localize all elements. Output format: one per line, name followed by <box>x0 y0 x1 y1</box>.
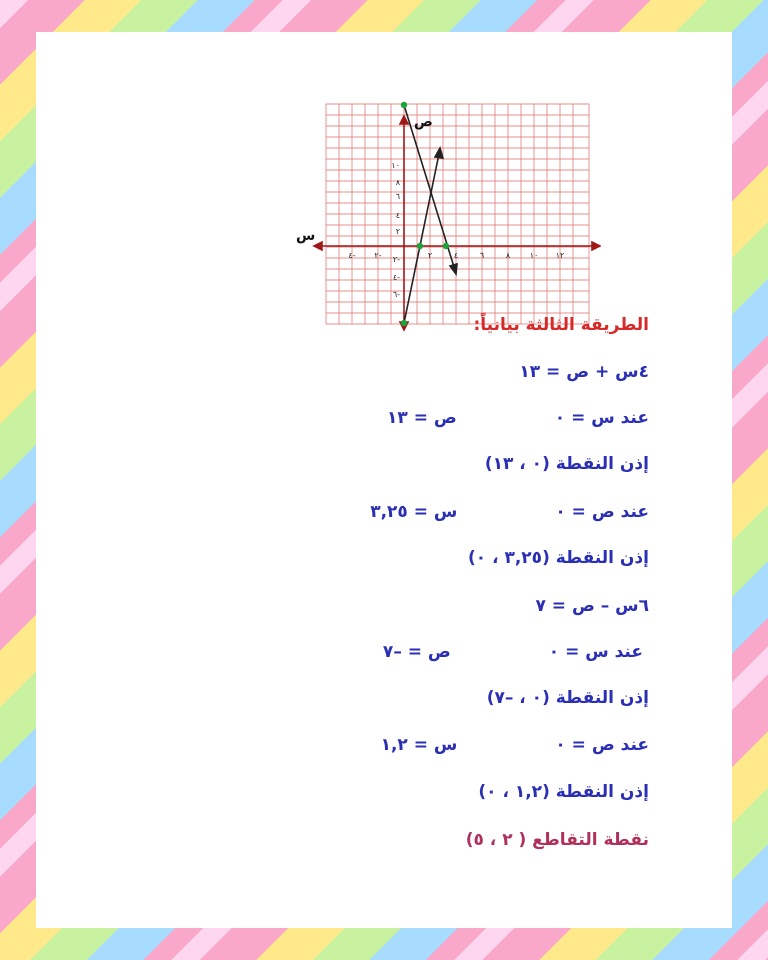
y-axis-label: ص <box>414 114 433 130</box>
y-tick-label: ٤- <box>392 273 400 282</box>
step-x-zero-eq2 <box>383 642 643 662</box>
point-result-3: إذن النقطة (٠ ، –٧) <box>486 688 649 708</box>
grid <box>326 104 589 324</box>
y-tick-label: ٤ <box>395 211 400 220</box>
x-tick-label: ٤- <box>348 251 356 260</box>
equation-2: ٦س – ص = ٧ <box>535 596 649 616</box>
x-tick-label: ٢ <box>427 251 433 260</box>
y-tick-label: ٦- <box>392 290 400 299</box>
y-tick-label: ٦ <box>395 192 400 201</box>
x-tick-label: ٢- <box>374 251 382 260</box>
condition: عند ص = ٠ <box>555 502 649 522</box>
y-tick-label: ٨ <box>395 178 400 187</box>
section-title: الطريقة الثالثة بيانياً: <box>473 315 649 335</box>
step-y-zero-eq1 <box>370 502 649 522</box>
y-tick-label: ١٠ <box>391 161 400 170</box>
condition: عند س = ٠ <box>548 642 643 662</box>
x-tick-label: ١٢ <box>555 251 565 260</box>
result: ص = ١٣ <box>387 408 457 428</box>
point-0-13 <box>401 102 407 108</box>
content-card <box>36 32 732 928</box>
point-result-4: إذن النقطة (١,٢ ، ٠) <box>478 782 649 802</box>
y-axis-arrow-up <box>400 116 408 124</box>
x-tick-label: ٤ <box>453 251 459 260</box>
condition: عند ص = ٠ <box>555 735 649 755</box>
x-axis-arrow-right <box>592 242 600 250</box>
graph <box>256 82 601 332</box>
x-tick-label: ١٠ <box>529 251 539 260</box>
point-1.2-0 <box>417 243 423 249</box>
result: س = ٣,٢٥ <box>370 502 458 522</box>
result: س = ١,٢ <box>380 735 458 755</box>
equation-1: ٤س + ص = ١٣ <box>519 362 649 382</box>
y-tick-label: ٢- <box>392 255 400 264</box>
point-result-1: إذن النقطة (٠ ، ١٣) <box>484 454 649 474</box>
point-0-neg7 <box>401 320 407 326</box>
point-3.25-0 <box>443 243 449 249</box>
step-x-zero-eq1 <box>387 408 649 428</box>
result: ص = –٧ <box>382 642 451 662</box>
x-axis-label: س <box>296 228 316 244</box>
y-tick-label: ٢ <box>395 227 400 236</box>
x-tick-label: ٦ <box>479 251 485 260</box>
x-tick-label: ٨ <box>505 251 511 260</box>
line-4x-plus-y <box>404 105 457 274</box>
step-y-zero-eq2 <box>381 735 649 755</box>
intersection-point: نقطة التقاطع ( ٢ ، ٥) <box>465 830 649 850</box>
line-6x-minus-y <box>404 148 443 323</box>
point-result-2: إذن النقطة (٣,٢٥ ، ٠) <box>468 548 649 568</box>
condition: عند س = ٠ <box>554 408 649 428</box>
